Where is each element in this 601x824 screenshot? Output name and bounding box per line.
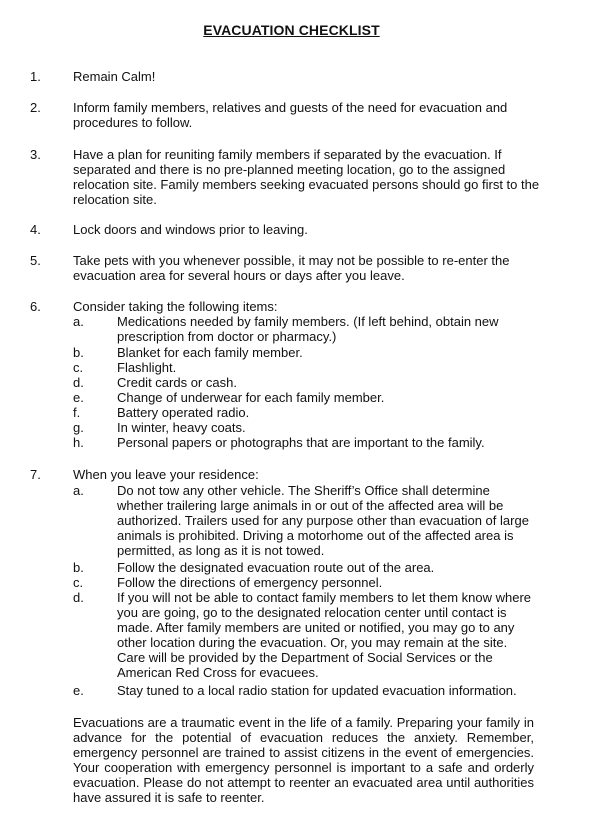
subitem-text: Credit cards or cash. bbox=[117, 375, 237, 390]
subitem-letter: e. bbox=[73, 683, 84, 698]
subitem-letter: b. bbox=[73, 560, 84, 575]
item-number: 1. bbox=[30, 69, 41, 84]
item-number: 3. bbox=[30, 147, 41, 162]
item-number: 6. bbox=[30, 299, 41, 314]
subitem-text: Medications needed by family members. (If left behind, obtain new prescription from doctor or pharmacy.) bbox=[117, 314, 499, 344]
item-text: Lock doors and windows prior to leaving. bbox=[73, 222, 308, 237]
subitem-letter: a. bbox=[73, 314, 84, 329]
subitem-letter: d. bbox=[73, 375, 84, 390]
subitem-text: Do not tow any other vehicle. The Sheriff’s Office shall determine whether trailering large animals in or out of the affected area will be authorized. Trailers used for any purpose other than evacuation of large animals is prohibited. Driving a motorhome out of the affected area is permitted, as long as it is not towed. bbox=[117, 483, 529, 558]
subitem-letter: f. bbox=[73, 405, 81, 420]
page-title: EVACUATION CHECKLIST bbox=[203, 22, 380, 38]
subitem-text: Stay tuned to a local radio station for updated evacuation information. bbox=[117, 683, 517, 698]
subitem-text: Blanket for each family member. bbox=[117, 345, 303, 360]
item-number: 7. bbox=[30, 467, 41, 482]
item-text: Consider taking the following items: bbox=[73, 299, 278, 314]
closing-paragraph: Evacuations are a traumatic event in the life of a family. Preparing your family in advance for the potential of evacuation reduces the anxiety. Remember, emergency personnel are trained to assist citizens in the event of emergencies. Your cooperation with emergency personnel is important to a safe and orderly evacuation. Please do not attempt to reenter an evacuated area until authorities have assured it is safe to reenter. bbox=[73, 715, 534, 805]
subitem-text: Flashlight. bbox=[117, 360, 177, 375]
subitem-letter: e. bbox=[73, 390, 84, 405]
subitem-text: Follow the directions of emergency personnel. bbox=[117, 575, 383, 590]
subitem-letter: b. bbox=[73, 345, 84, 360]
subitem-letter: a. bbox=[73, 483, 84, 498]
subitem-letter: d. bbox=[73, 590, 84, 605]
item-text: When you leave your residence: bbox=[73, 467, 259, 482]
subitem-text: In winter, heavy coats. bbox=[117, 420, 246, 435]
item-number: 2. bbox=[30, 100, 41, 115]
subitem-text: Follow the designated evacuation route out of the area. bbox=[117, 560, 435, 575]
subitem-text: If you will not be able to contact family members to let them know where you are going, go to the designated relocation center until contact is made. After family members are united or notified, you may go to any other location during the evacuation. Or, you may remain at the site. Care will be provided by the Department of Social Services or the American Red Cross for evacuees. bbox=[117, 590, 532, 680]
item-text: Inform family members, relatives and guests of the need for evacuation and procedures to follow. bbox=[73, 100, 508, 130]
item-number: 5. bbox=[30, 253, 41, 268]
item-text: Take pets with you whenever possible, it may not be possible to re-enter the evacuation area for several hours or days after you leave. bbox=[73, 253, 510, 283]
subitem-text: Battery operated radio. bbox=[117, 405, 250, 420]
subitem-letter: c. bbox=[73, 575, 84, 590]
item-number: 4. bbox=[30, 222, 41, 237]
subitem-text: Change of underwear for each family member. bbox=[117, 390, 385, 405]
subitem-letter: h. bbox=[73, 435, 84, 450]
subitem-text: Personal papers or photographs that are important to the family. bbox=[117, 435, 485, 450]
subitem-letter: g. bbox=[73, 420, 84, 435]
subitem-letter: c. bbox=[73, 360, 84, 375]
item-text: Remain Calm! bbox=[73, 69, 156, 84]
item-text: Have a plan for reuniting family members if separated by the evacuation. If separated and there is no pre-planned meeting location, go to the assigned relocation site. Family members seeking evacuated persons should go first to the relocation site. bbox=[73, 147, 540, 207]
